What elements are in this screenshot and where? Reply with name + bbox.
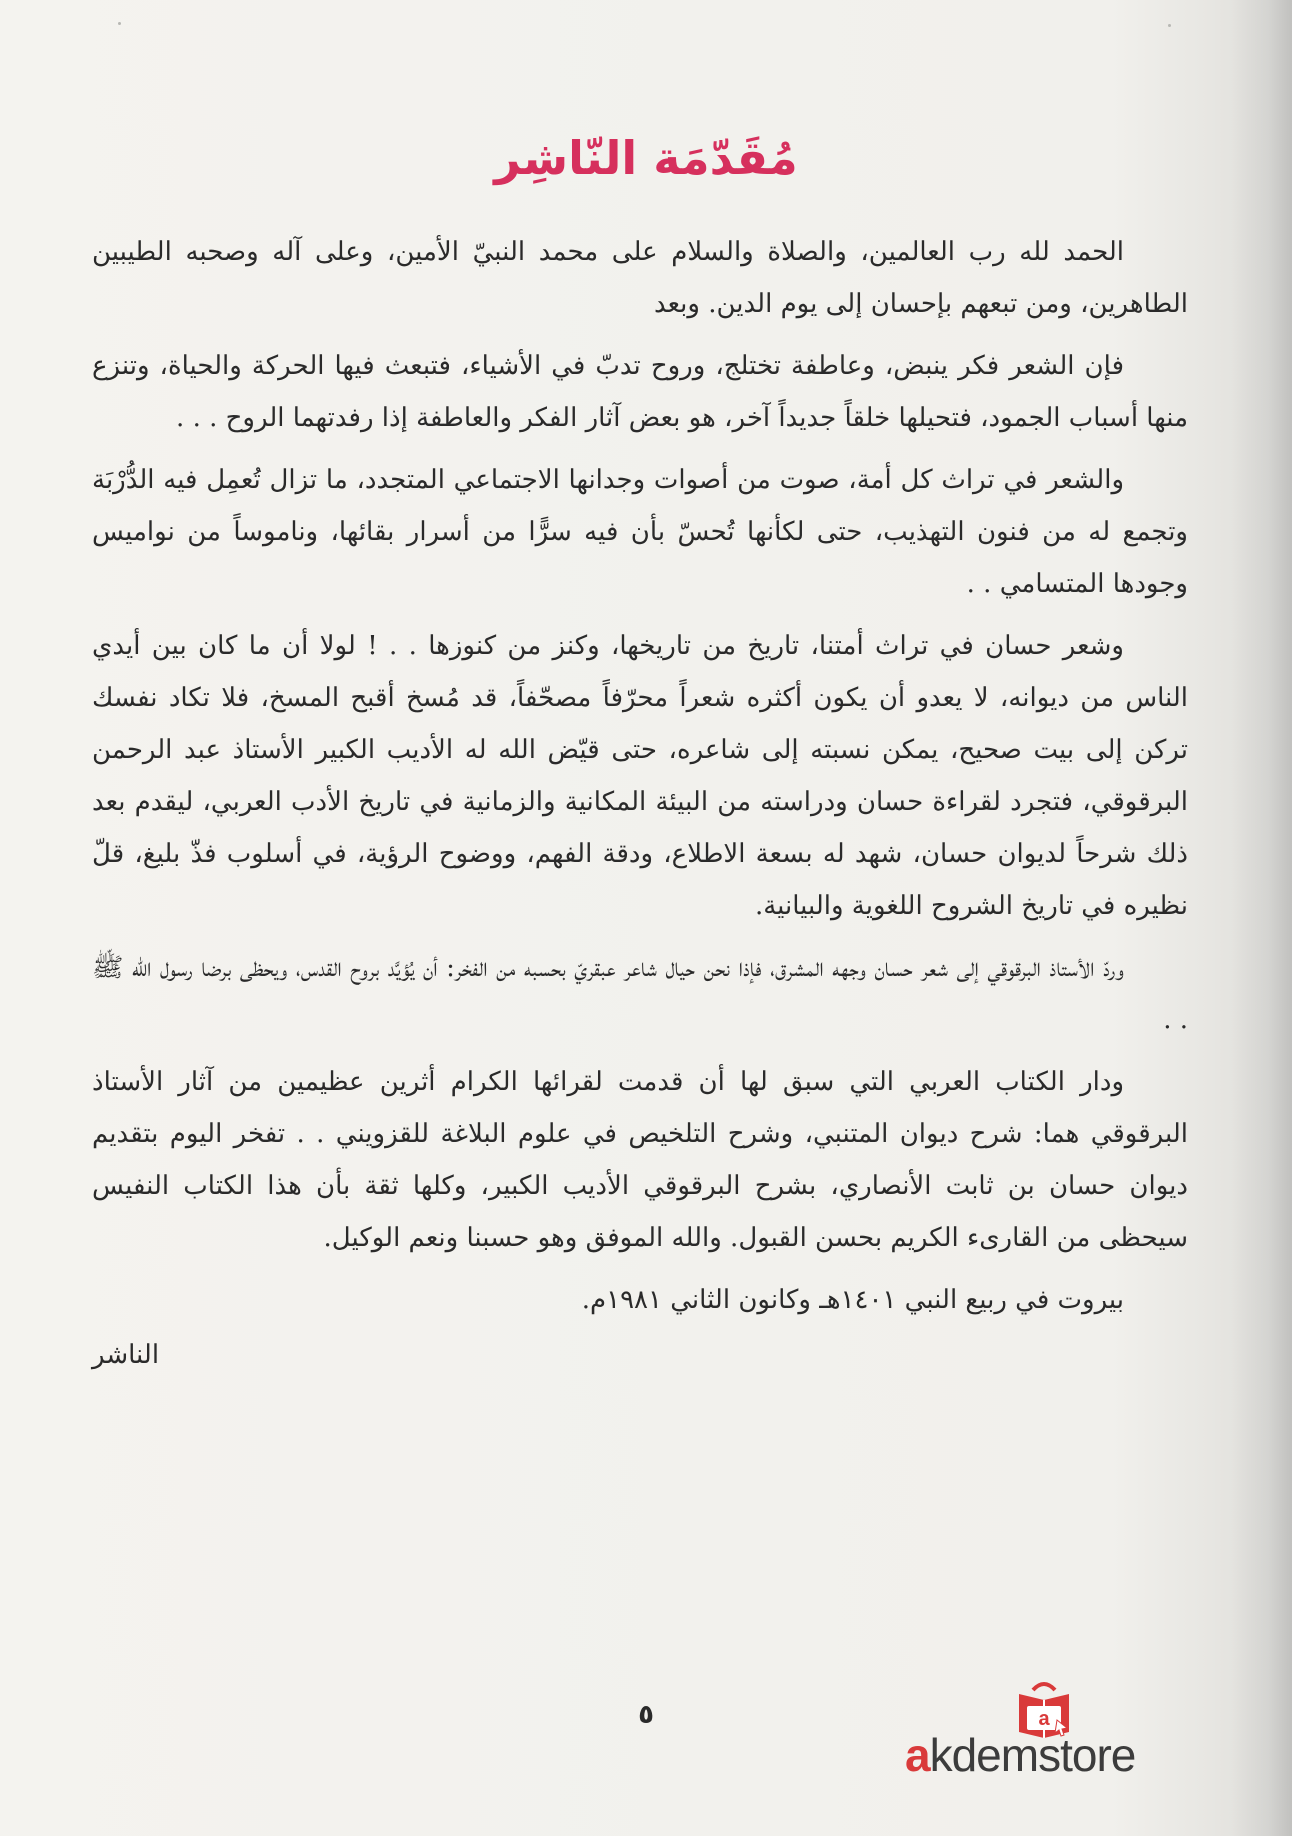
store-watermark [905, 1680, 1195, 1780]
paragraph-heritage: والشعر في تراث كل أمة، صوت من أصوات وجدانها الاجتماعي المتجدد، ما تزال تُعمِل فيه الدُّرْبَة وتجمع له من فنون التهذيب، حتى لكأنها تُحسّ بأن فيه سرًّا من أسرار بقائها، وناموساً من نواميس وجودها المتسامي . . [92, 465, 1188, 599]
brand-name [905, 1730, 1195, 1780]
paper-speck [1168, 24, 1171, 27]
paper-speck [118, 22, 121, 25]
paragraph-barquqi: وردّ الأستاذ البرقوقي إلى شعر حسان وجهه المشرق، فإذا نحن حيال شاعر عبقريّ بحسبه من الفخر: أن يُؤيَّد بروح القدس، ويحظى برضا رسول الله ﷺ . . [92, 953, 1188, 1035]
page-edge-shadow [1232, 0, 1292, 1836]
brand-initial: a [905, 1729, 930, 1781]
page-number: ٥ [638, 1700, 654, 1730]
paragraph-publisher: ودار الكتاب العربي التي سبق لها أن قدمت لقرائها الكرام أثرين عظيمين من آثار الأستاذ البرقوقي هما: شرح ديوان المتنبي، وشرح التلخيص في علوم البلاغة للقزويني . . تفخر اليوم بتقديم ديوان حسان بن ثابت الأنصاري، بشرح البرقوقي الأديب الكبير، وكلها ثقة بأن هذا الكتاب النفيس سيحظى من القارىء الكريم بحسن القبول. والله الموفق وهو حسبنا ونعم الوكيل. [92, 1067, 1188, 1253]
paragraph-date: بيروت في ربيع النبي ١٤٠١هـ وكانون الثاني ١٩٨١م. [581, 1285, 1124, 1315]
page-title: مُقَدّمَة النّاشِر [494, 131, 798, 185]
paragraph-poetry: فإن الشعر فكر ينبض، وعاطفة تختلج، وروح تدبّ في الأشياء، فتبعث فيها الحركة والحياة، وتنزع منها أسباب الجمود، فتحيلها خلقاً جديداً آخر، هو بعض آثار الفكر والعاطفة إذا رفدتهما الروح . . . [92, 351, 1188, 433]
icon-letter: a [1038, 1708, 1050, 1730]
body-text [92, 226, 1188, 1336]
publisher-signature: الناشر [92, 1340, 160, 1370]
paragraph-intro: الحمد لله رب العالمين، والصلاة والسلام على محمد النبيّ الأمين، وعلى آله وصحبه الطيبين الطاهرين، ومن تبعهم بإحسان إلى يوم الدين. وبعد [92, 237, 1188, 319]
paragraph-hassan: وشعر حسان في تراث أمتنا، تاريخ من تاريخها، وكنز من كنوزها . . ! لولا أن ما كان بين أيدي الناس من ديوانه، لا يعدو أن يكون أكثره شعراً محرّفاً مصحّفاً، قد مُسخ أقبح المسخ، فلا تكاد نفسك تركن إلى بيت صحيح، يمكن نسبته إلى شاعره، حتى قيّض الله له الأديب الكبير الأستاذ عبد الرحمن البرقوقي، فتجرد لقراءة حسان ودراسته من البيئة المكانية والزمانية في تاريخ الأدب العربي، ليقدم بعد ذلك شرحاً لديوان حسان، شهد له بسعة الاطلاع، ودقة الفهم، ووضوح الرؤية، في أسلوب فذّ بليغ، قلّ نظيره في تاريخ الشروح اللغوية والبيانية. [92, 631, 1188, 921]
brand-rest: kdemstore [929, 1729, 1136, 1781]
